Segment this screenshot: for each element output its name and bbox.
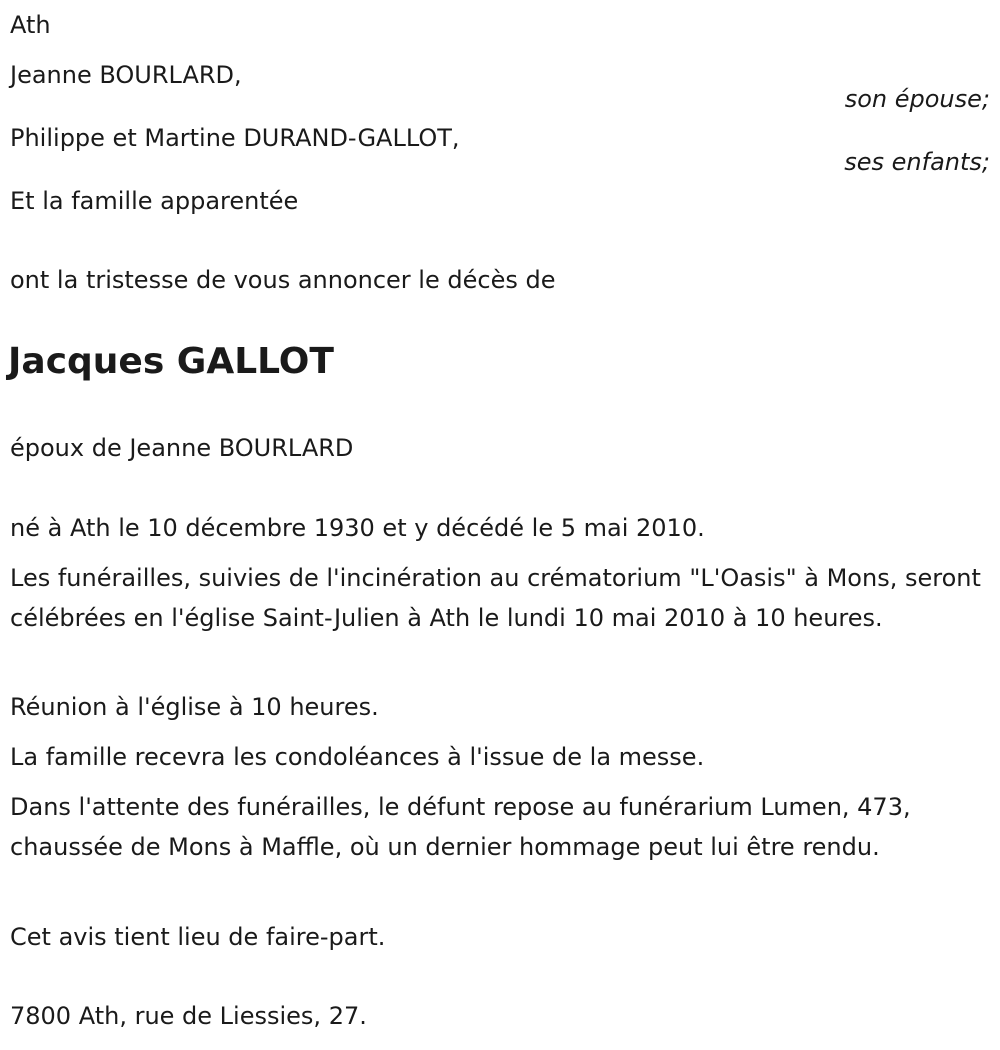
family-member-name: Jeanne BOURLARD, <box>10 61 242 89</box>
address: 7800 Ath, rue de Liessies, 27. <box>10 1002 367 1030</box>
city-heading: Ath <box>10 11 51 39</box>
extended-family: Et la famille apparentée <box>10 187 299 215</box>
paragraph-condolences: La famille recevra les condoléances à l'issue de la messe. <box>10 743 705 771</box>
deceased-name: Jacques GALLOT <box>8 341 334 382</box>
paragraph-funeral-home: Dans l'attente des funérailles, le défunt repose au funérarium Lumen, 473, chaussée de Mons à Maffle, où un dernier hommage peut lui être rendu. <box>10 793 911 861</box>
family-member-name: Philippe et Martine DURAND-GALLOT, <box>10 124 460 152</box>
family-member-role: ses enfants; <box>844 148 990 176</box>
family-member-role: son épouse; <box>844 85 990 113</box>
announcement-text: ont la tristesse de vous annoncer le décès de <box>10 266 556 294</box>
paragraph-gathering: Réunion à l'église à 10 heures. <box>10 693 379 721</box>
paragraph-notice: Cet avis tient lieu de faire-part. <box>10 923 386 951</box>
paragraph-funeral-details: Les funérailles, suivies de l'incinération au crématorium "L'Oasis" à Mons, seront célébrées en l'église Saint-Julien à Ath le lundi 10 mai 2010 à 10 heures. <box>10 564 981 632</box>
paragraph-birth-death: né à Ath le 10 décembre 1930 et y décédé le 5 mai 2010. <box>10 514 705 542</box>
spouse-line: époux de Jeanne BOURLARD <box>10 434 354 462</box>
